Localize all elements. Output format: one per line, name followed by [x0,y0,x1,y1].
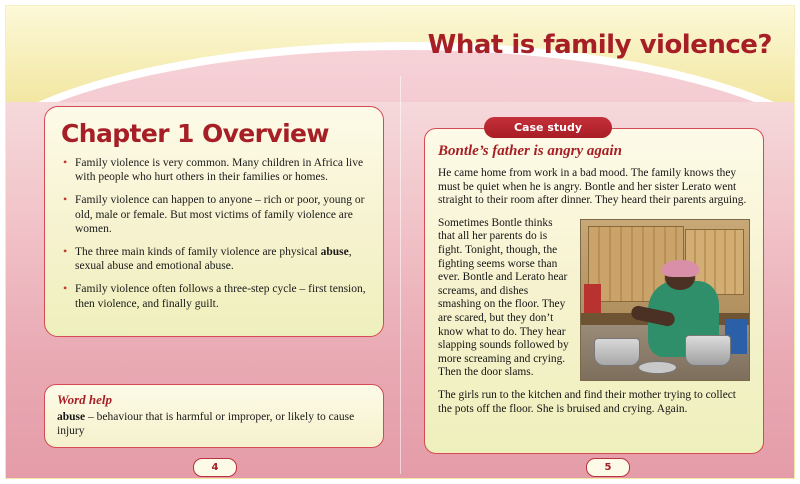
photo-pot-right [685,335,731,366]
word-help-text [57,410,371,438]
spine-divider [400,76,401,474]
word-help-definition: – behaviour that is harmful or improper, or likely to cause injury [57,411,355,437]
photo-pot-lid [638,361,677,374]
list-item: • Family violence is very common. Many children in Africa live with people who hurt others in their families or homes. [59,156,369,184]
page-number-right: 5 [586,458,630,477]
photo-pot-left [594,338,640,366]
word-help-term: abuse [57,411,86,423]
page-area [6,6,794,478]
chapter-overview-box [44,106,384,337]
list-item: • Family violence often follows a three-step cycle – first tension, then violence, and finally guilt. [59,282,369,310]
word-help-title: Word help [57,392,113,407]
case-paragraph-1: He came home from work in a bad mood. The family knows they must be quiet when he is angry. Bontle and her sister Lerato went straight to their room after dinner. They heard their parents arguing. [438,167,747,207]
kitchen-scene-photo [580,219,750,381]
case-paragraph-3: The girls run to the kitchen and find their mother trying to collect the pots off the floor. She is bruised and crying. Again. [438,388,736,415]
photo-red-object [584,284,601,313]
page-title: What is family violence? [427,30,772,60]
list-item-text-b: , sexual abuse and emotional abuse. [75,246,352,273]
case-paragraph-2: Sometimes Bontle thinks that all her parents do is fight. Tonight, though, the fighting seems worse than ever. Bontle and Lerato hear screams, and dishes smashing on the floor. They are scared, but they don’t know what to do. They hear slapping sounds followed by more screaming and crying. Then the door slams. [438,216,569,379]
list-item: • Family violence can happen to anyone – rich or poor, young or old, male or female. But most victims of family violence are women. [59,193,369,236]
chapter-title: Chapter 1 Overview [61,119,329,148]
case-study-tab: Case study [484,117,612,138]
photo-head-wrap [662,260,699,278]
bold-term-abuse: abuse [320,246,349,259]
case-study-box [424,128,764,454]
word-help-box [44,384,384,448]
list-item-text-a: The three main kinds of family violence are physical [75,246,321,259]
case-study-title: Bontle’s father is angry again [438,143,622,159]
left-page [44,106,384,337]
overview-bullet-list [59,156,369,311]
page-number-left: 4 [193,458,237,477]
list-item [59,245,369,273]
